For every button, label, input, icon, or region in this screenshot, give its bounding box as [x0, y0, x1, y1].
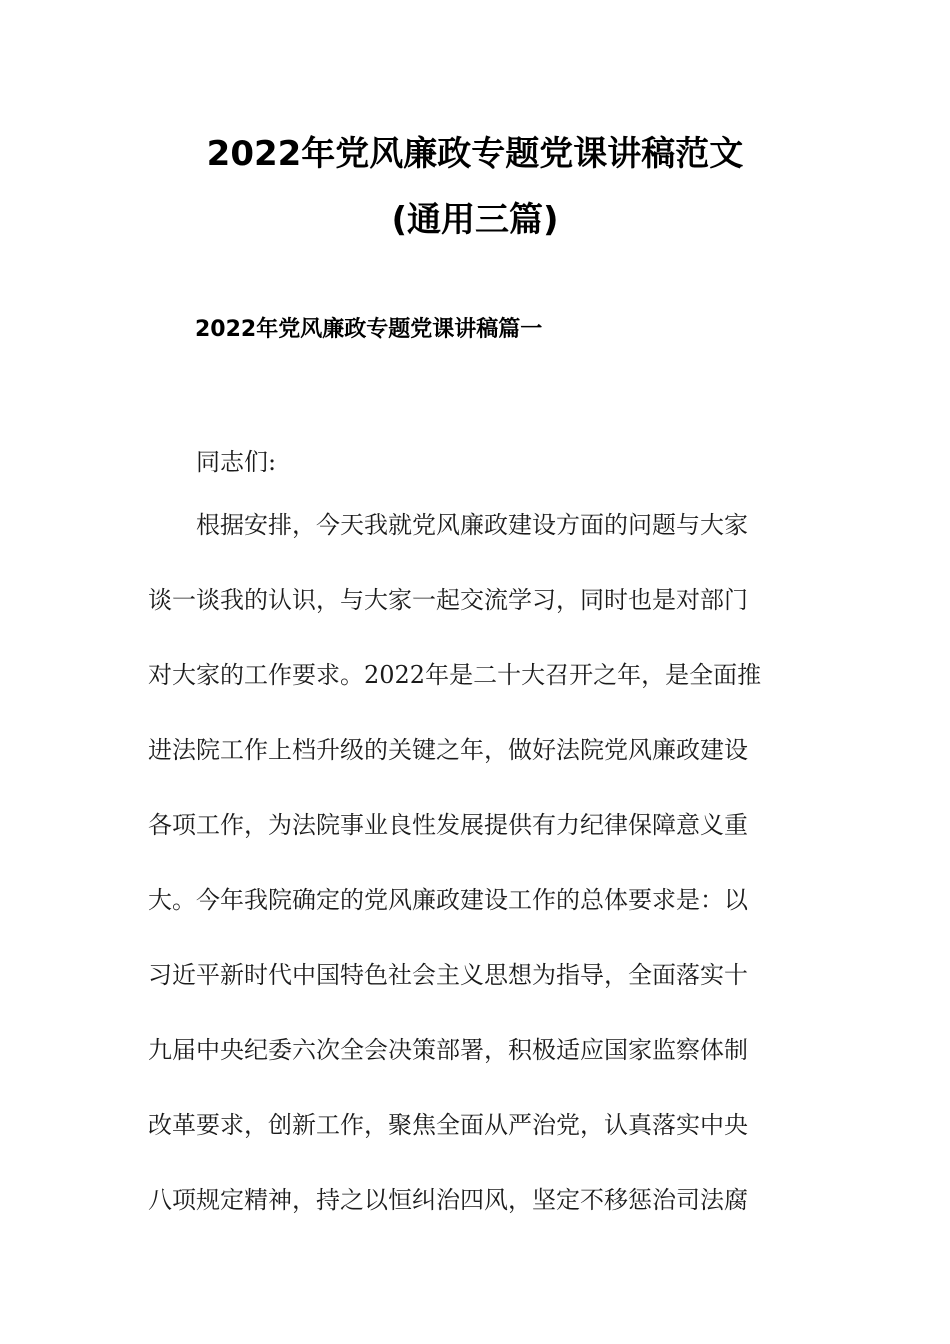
paragraph-line: 各项工作，为法院事业良性发展提供有力纪律保障意义重	[148, 811, 748, 839]
paragraph-line: 谈一谈我的认识，与大家一起交流学习，同时也是对部门	[148, 586, 748, 614]
paragraph-line: 根据安排，今天我就党风廉政建设方面的问题与大家	[196, 511, 748, 539]
paragraph-line: 习近平新时代中国特色社会主义思想为指导，全面落实十	[148, 961, 748, 989]
paragraph-line: 八项规定精神，持之以恒纠治四风，坚定不移惩治司法腐	[148, 1186, 748, 1214]
section-heading: 2022年党风廉政专题党课讲稿篇一	[195, 317, 543, 342]
paragraph-line: 改革要求，创新工作，聚焦全面从严治党，认真落实中央	[148, 1111, 748, 1139]
paragraph-line: 九届中央纪委六次全会决策部署，积极适应国家监察体制	[148, 1036, 748, 1064]
salutation: 同志们:	[196, 448, 277, 476]
document-title-line-2: (通用三篇)	[391, 200, 559, 240]
document-title-line-1: 2022年党风廉政专题党课讲稿范文	[206, 134, 744, 174]
paragraph-line: 对大家的工作要求。2022年是二十大召开之年，是全面推	[148, 661, 762, 689]
paragraph-line: 大。今年我院确定的党风廉政建设工作的总体要求是：以	[148, 886, 748, 914]
paragraph-line: 进法院工作上档升级的关键之年，做好法院党风廉政建设	[148, 736, 748, 764]
